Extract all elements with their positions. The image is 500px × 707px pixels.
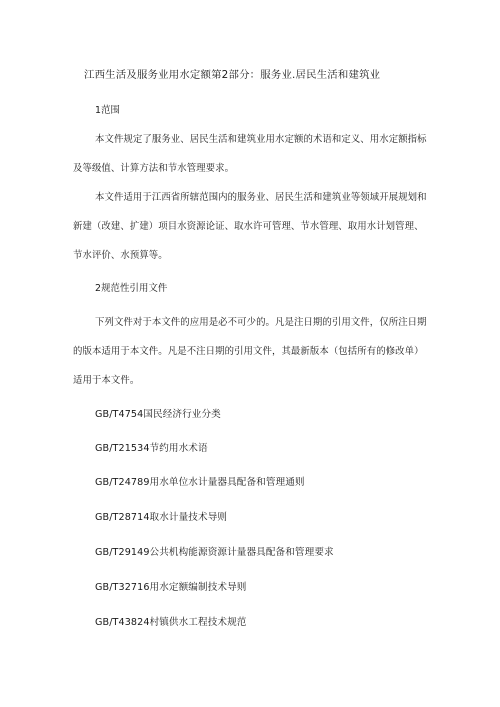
section-1-heading: 1范围 [95,105,121,116]
paragraph-line: 节水评价、水预算等。 [73,250,168,261]
reference-item: GB/T29149公共机构能源资源计量器具配备和管理要求 [95,547,334,558]
section-2-heading: 2规范性引用文件 [95,283,168,294]
reference-item: GB/T21534节约用水术语 [95,443,208,454]
paragraph-line: 新建（改建、扩建）项目水资源论证、取水许可管理、节水管理、取用水计划管理、 [73,221,424,232]
reference-item: GB/T4754国民经济行业分类 [95,409,221,420]
reference-item: GB/T24789用水单位水计量器具配备和管理通则 [95,477,305,488]
paragraph-line: 适用于本文件。 [73,375,140,386]
paragraph-line: 及等级值、计算方法和节水管理要求。 [73,163,235,174]
paragraph-line: 下列文件对于本文件的应用是必不可少的。凡是注日期的引用文件，仅所注日期 [95,317,427,328]
paragraph-line: 本文件适用于江西省所辖范围内的服务业、居民生活和建筑业等领域开展规划和 [95,192,427,203]
reference-item: GB/T32716用水定额编制技术导则 [95,582,247,593]
document-title: 江西生活及服务业用水定额第2部分：服务业.居民生活和建筑业 [84,69,381,81]
reference-item: GB/T28714取水计量技术导则 [95,512,228,523]
reference-item: GB/T43824村镇供水工程技术规范 [95,617,247,628]
paragraph-line: 的版本适用于本文件。凡是不注日期的引用文件，其最新版本（包括所有的修改单） [73,346,424,357]
paragraph-line: 本文件规定了服务业、居民生活和建筑业用水定额的术语和定义、用水定额指标 [95,134,427,145]
